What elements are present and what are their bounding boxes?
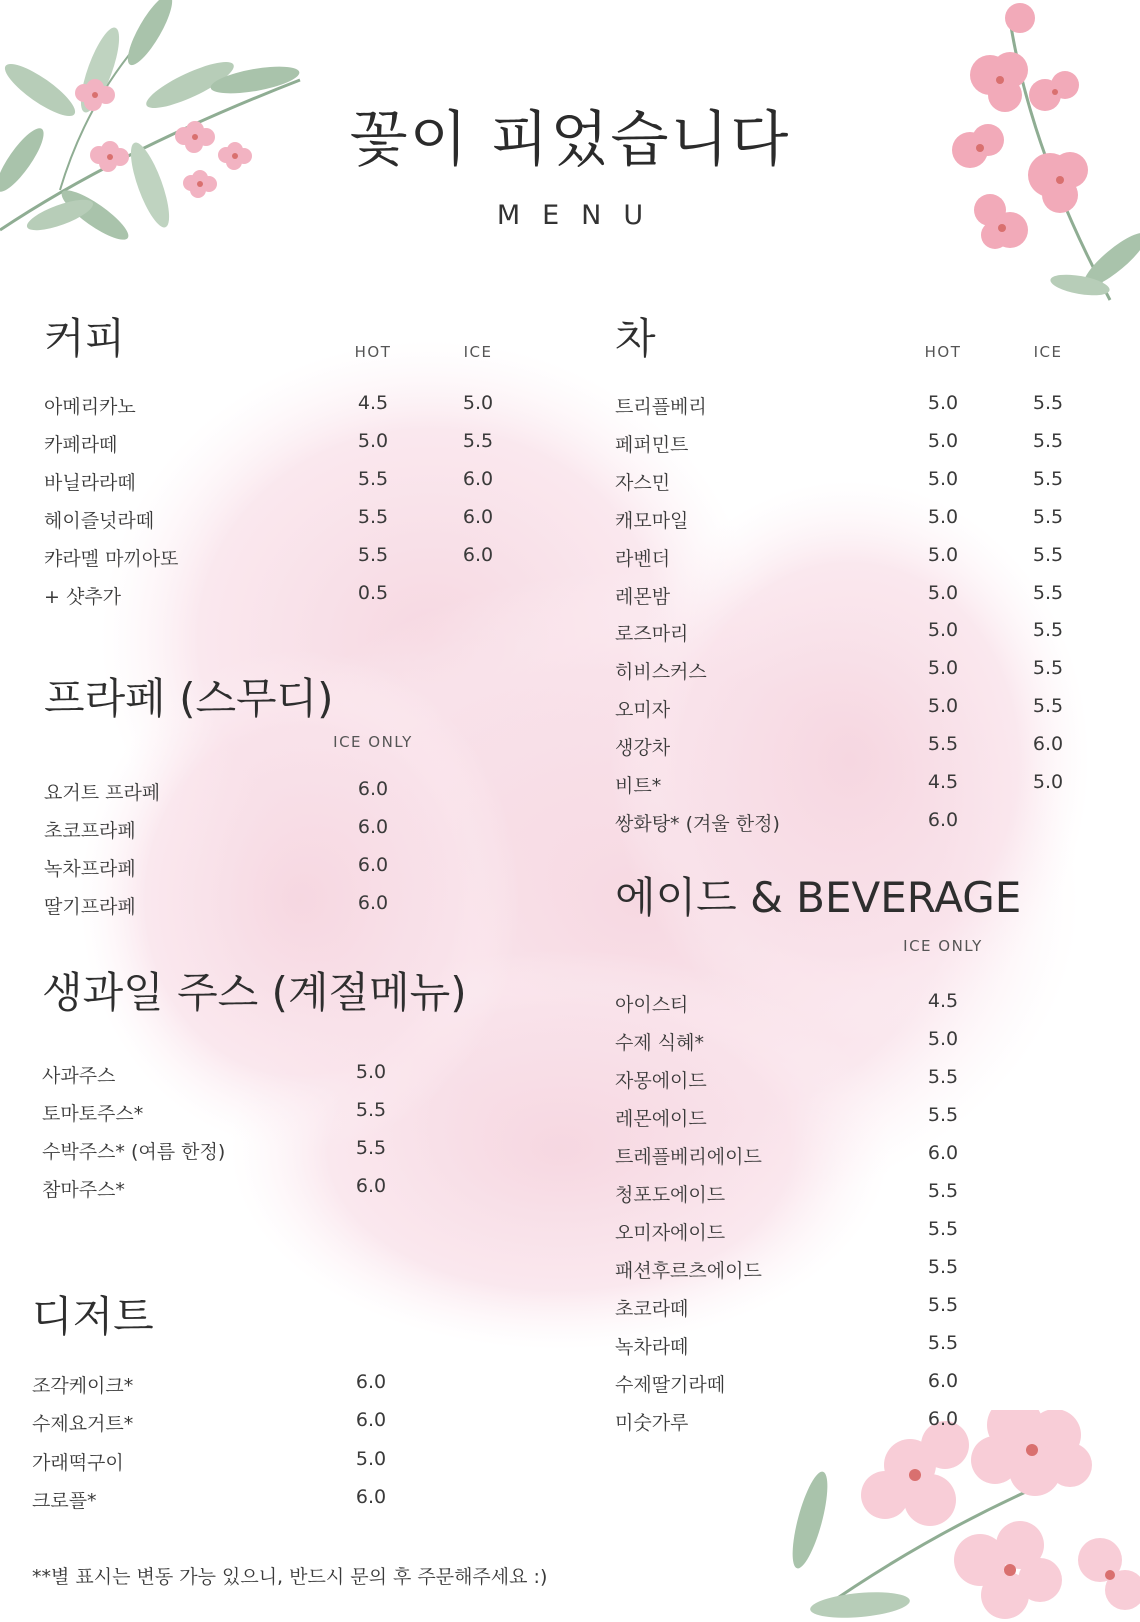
menu-item-price-ice: 5.5	[1032, 695, 1064, 717]
menu-item-name: 청포도에이드	[615, 1184, 726, 1206]
menu-item-name: 아메리카노	[44, 396, 136, 418]
menu-item-name: 미숫가루	[615, 1412, 689, 1434]
menu-item-name: 오미자에이드	[615, 1222, 726, 1244]
menu-item-price-hot: 6.0	[927, 809, 959, 831]
menu-item-name: 조각케이크*	[32, 1375, 134, 1397]
menu-item-name: 캐모마일	[615, 510, 689, 532]
menu-item-price: 5.5	[355, 1099, 387, 1121]
menu-item-price-ice: 5.5	[1032, 619, 1064, 641]
menu-item-name: 오미자	[615, 699, 671, 721]
menu-item-price-hot: 5.0	[927, 392, 959, 414]
menu-item-name: 초코프라페	[44, 820, 136, 842]
menu-item-name: 레몬밤	[615, 586, 671, 608]
menu-item-name: 초코라떼	[615, 1298, 689, 1320]
menu-item-price-hot: 5.0	[927, 582, 959, 604]
menu-item-name: 수제요거트*	[32, 1413, 134, 1435]
menu-item-price: 4.5	[927, 990, 959, 1012]
footer-note: **별 표시는 변동 가능 있으니, 반드시 문의 후 주문해주세요 :)	[32, 1566, 548, 1588]
menu-item-name: 트리플베리	[615, 396, 707, 418]
menu-item-price-hot: 5.0	[927, 430, 959, 452]
section-title-frappe: 프라페 (스무디)	[44, 674, 334, 723]
menu-item-name: 가래떡구이	[32, 1452, 124, 1474]
menu-item-name: 헤이즐넛라떼	[44, 510, 155, 532]
menu-item-name: 수박주스* (여름 한정)	[42, 1141, 226, 1163]
page-title: 꽃이 피었습니다	[349, 105, 791, 175]
section-title-ade: 에이드 & BEVERAGE	[615, 873, 1022, 922]
menu-item-price-ice: 6.0	[1032, 733, 1064, 755]
menu-item-price-ice: 5.5	[1032, 544, 1064, 566]
menu-item-name: 비트*	[615, 775, 662, 797]
menu-item-name: 페퍼민트	[615, 434, 689, 456]
menu-item-price-hot: 5.0	[927, 657, 959, 679]
menu-item-price-hot: 0.5	[357, 582, 389, 604]
menu-item-price: 6.0	[357, 778, 389, 800]
menu-item-price: 5.5	[355, 1137, 387, 1159]
menu-item-price-ice: 5.5	[1032, 582, 1064, 604]
menu-item-price: 6.0	[927, 1142, 959, 1164]
section-title-coffee: 커피	[44, 314, 126, 363]
section-title-tea: 차	[615, 314, 656, 363]
menu-item-name: 수제 식혜*	[615, 1032, 704, 1054]
menu-item-price: 5.5	[927, 1104, 959, 1126]
menu-item-price: 6.0	[357, 892, 389, 914]
menu-item-price-hot: 4.5	[357, 392, 389, 414]
menu-item-price-hot: 5.5	[357, 506, 389, 528]
menu-item-price-hot: 5.0	[927, 506, 959, 528]
column-header-ice: ICE	[1033, 343, 1063, 361]
menu-item-price: 5.0	[355, 1448, 387, 1470]
menu-item-price-ice: 5.5	[462, 430, 494, 452]
menu-item-price-hot: 5.0	[927, 468, 959, 490]
column-header-ice-only: ICE ONLY	[903, 937, 983, 955]
section-title-juice: 생과일 주스 (계절메뉴)	[42, 968, 467, 1017]
menu-item-price-hot: 5.5	[927, 733, 959, 755]
column-header-ice: ICE	[463, 343, 493, 361]
menu-item-price-ice: 5.5	[1032, 392, 1064, 414]
menu-item-name: 트레플베리에이드	[615, 1146, 762, 1168]
menu-item-price-ice: 5.5	[1032, 430, 1064, 452]
menu-item-price: 6.0	[357, 854, 389, 876]
menu-item-price-ice: 6.0	[462, 506, 494, 528]
menu-item-name: 녹차라떼	[615, 1336, 689, 1358]
menu-item-name: 생강차	[615, 737, 671, 759]
menu-item-name: 수제딸기라떼	[615, 1374, 726, 1396]
menu-item-name: 라벤더	[615, 548, 671, 570]
page-subtitle: MENU	[496, 200, 666, 231]
flower-cluster-decoration	[770, 1410, 1140, 1622]
menu-item-price: 5.5	[927, 1294, 959, 1316]
menu-item-name: 참마주스*	[42, 1179, 125, 1201]
column-header-hot: HOT	[354, 343, 392, 361]
menu-item-name: 사과주스	[42, 1065, 116, 1087]
menu-item-name: 쌍화탕* (겨울 한정)	[615, 813, 780, 835]
menu-item-name: 로즈마리	[615, 623, 689, 645]
column-header-hot: HOT	[924, 343, 962, 361]
menu-item-price: 6.0	[355, 1486, 387, 1508]
menu-item-price: 6.0	[355, 1371, 387, 1393]
menu-item-price-ice: 5.5	[1032, 468, 1064, 490]
menu-item-price: 6.0	[355, 1409, 387, 1431]
menu-item-price-hot: 5.5	[357, 544, 389, 566]
menu-item-name: 토마토주스*	[42, 1103, 144, 1125]
menu-item-price: 6.0	[357, 816, 389, 838]
menu-item-price: 5.0	[355, 1061, 387, 1083]
menu-item-price-ice: 5.0	[462, 392, 494, 414]
menu-item-name: 카페라떼	[44, 434, 118, 456]
menu-item-price-hot: 5.5	[357, 468, 389, 490]
menu-item-name: 바닐라라떼	[44, 472, 136, 494]
menu-item-name: + 샷추가	[44, 586, 122, 608]
menu-item-name: 캬라멜 마끼아또	[44, 548, 179, 570]
menu-item-price: 5.5	[927, 1066, 959, 1088]
menu-item-price-ice: 6.0	[462, 468, 494, 490]
column-header-ice-only: ICE ONLY	[333, 733, 413, 751]
menu-item-name: 자몽에이드	[615, 1070, 707, 1092]
menu-item-price-hot: 5.0	[927, 695, 959, 717]
menu-item-price-ice: 5.5	[1032, 506, 1064, 528]
menu-item-price: 5.0	[927, 1028, 959, 1050]
section-title-dessert: 디저트	[32, 1292, 154, 1341]
menu-item-name: 레몬에이드	[615, 1108, 707, 1130]
menu-item-price-ice: 5.0	[1032, 771, 1064, 793]
menu-item-name: 자스민	[615, 472, 671, 494]
menu-item-price: 5.5	[927, 1332, 959, 1354]
menu-item-name: 패션후르츠에이드	[615, 1260, 762, 1282]
menu-item-price-hot: 5.0	[927, 544, 959, 566]
menu-item-name: 아이스티	[615, 994, 689, 1016]
menu-item-name: 크로플*	[32, 1490, 97, 1512]
menu-item-name: 딸기프라페	[44, 896, 136, 918]
menu-item-price: 5.5	[927, 1218, 959, 1240]
menu-item-price-ice: 6.0	[462, 544, 494, 566]
menu-item-name: 히비스커스	[615, 661, 707, 683]
menu-item-price: 6.0	[927, 1370, 959, 1392]
menu-item-price-hot: 4.5	[927, 771, 959, 793]
menu-item-price: 5.5	[927, 1256, 959, 1278]
menu-item-price: 6.0	[355, 1175, 387, 1197]
menu-item-price-hot: 5.0	[357, 430, 389, 452]
menu-item-price: 6.0	[927, 1408, 959, 1430]
menu-item-price-ice: 5.5	[1032, 657, 1064, 679]
menu-item-name: 요거트 프라페	[44, 782, 161, 804]
menu-item-price: 5.5	[927, 1180, 959, 1202]
menu-item-price-hot: 5.0	[927, 619, 959, 641]
menu-item-name: 녹차프라페	[44, 858, 136, 880]
